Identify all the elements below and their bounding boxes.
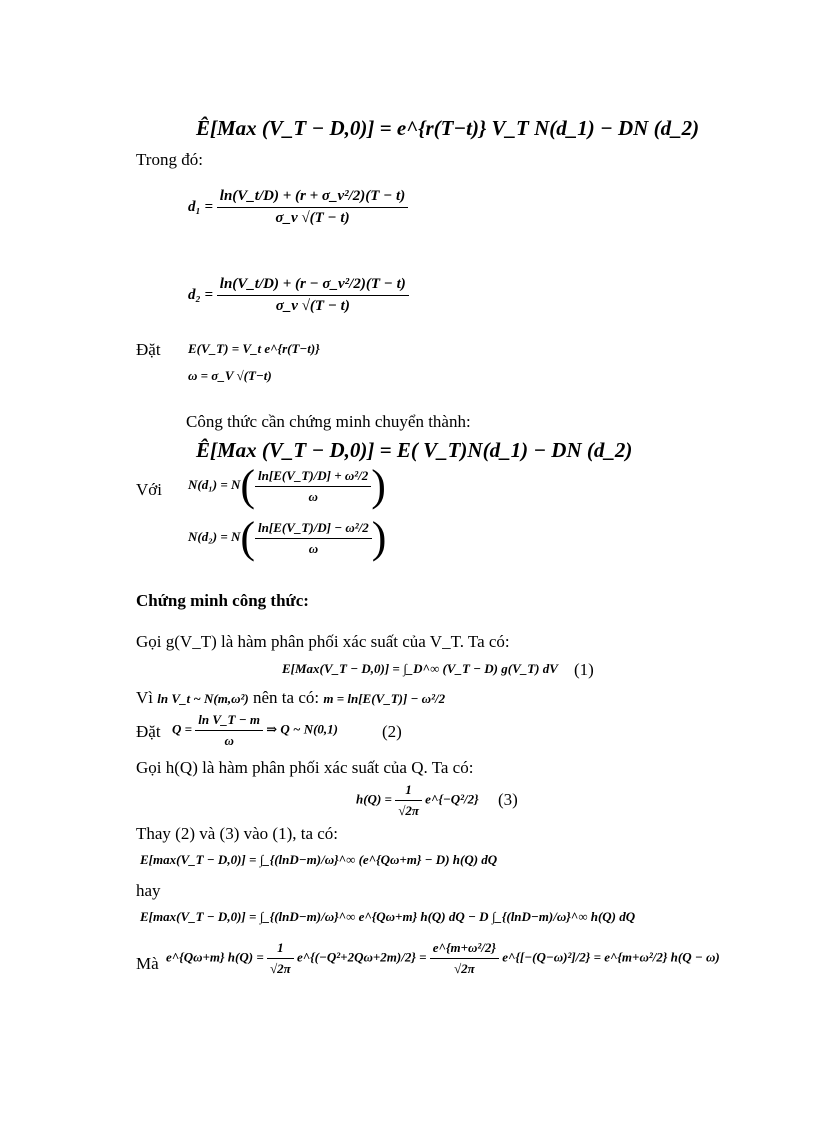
ma-frac2-numerator: e^{m+ω²/2} — [432, 940, 496, 955]
q-definition — [172, 712, 338, 749]
hq-numerator: 1 — [405, 782, 412, 797]
ma-equals: = — [419, 949, 427, 965]
d1-lhs: d₁ = — [188, 198, 214, 215]
section-heading: Chứng minh công thức: — [136, 591, 309, 610]
nd1-numerator: ln[E(V_T)/D] + ω²/2 — [258, 467, 369, 483]
voi-label: Với — [136, 480, 162, 499]
ma-rhs: = e^{m+ω²/2} h(Q − ω) — [593, 949, 720, 965]
ma-frac1-numerator: 1 — [277, 940, 284, 955]
ma-lhs: e^{Qω+m} h(Q) = — [166, 949, 264, 965]
dat-eq-omega: ω = σ_V √(T−t) — [188, 368, 272, 383]
equation-6 — [166, 940, 720, 977]
d1-numerator: ln(V_t/D) + (r + σ_v²/2)(T − t) — [219, 188, 406, 204]
dat-eq-expectation: E(V_T) = V_t e^{r(T−t)} — [188, 341, 320, 356]
d2-denominator: σ_v √(T − t) — [217, 295, 409, 315]
q-rhs: ⇒ Q ~ N(0,1) — [266, 721, 338, 737]
d1-formula — [188, 188, 408, 227]
equation-2: Ê[Max (V_T − D,0)] = E( V_T)N(d_1) − DN (d_2) — [196, 438, 633, 462]
equation-1: E[Max(V_T − D,0)] = ∫_D^∞ (V_T − D) g(V_T) dV — [282, 661, 558, 676]
main-equation: Ê[Max (V_T − D,0)] = e^{r(T−t)} V_T N(d_1) − DN (d_2) — [196, 116, 700, 140]
ma-exp1: e^{(−Q²+2Qω+2m)/2} — [296, 949, 416, 965]
q-denominator: ω — [195, 730, 263, 749]
equation-3 — [356, 782, 479, 819]
hay-text: hay — [136, 881, 161, 900]
vi-result: m = ln[E(V_T)] − ω²/2 — [323, 691, 446, 706]
equation-2-tag: (2) — [382, 722, 402, 741]
nd2-formula: N(d₂) = N( $\frac{\text{ln[E(V\_T)/D] − ω²/2}}{\omega}$ ) — [188, 513, 387, 562]
ma-exp2: e^{[−(Q−ω)²]/2} — [502, 949, 591, 965]
vi-line — [136, 688, 445, 708]
dat-label-2: Đặt — [136, 722, 161, 741]
ma-label: Mà — [136, 954, 159, 973]
equation-3-tag: (3) — [498, 790, 518, 809]
cong-thuc-text: Công thức cần chứng minh chuyển thành: — [186, 412, 471, 431]
trong-do-label: Trong đó: — [136, 150, 203, 169]
equation-1-tag: (1) — [574, 660, 594, 679]
ma-frac1-denominator: √2π — [267, 958, 294, 977]
nd1-formula: N(d₁) = N( $\frac{\text{ln[E(V\_T)/D] + ω²/2}}{\omega}$ ) — [188, 461, 386, 510]
thay-text: Thay (2) và (3) vào (1), ta có: — [136, 824, 339, 843]
goi-h-text: Gọi h(Q) là hàm phân phối xác suất của Q. Ta có: — [136, 758, 474, 777]
nd2-denominator: ω — [255, 538, 372, 557]
equation-5: E[max(V_T − D,0)] = ∫_{(lnD−m)/ω}^∞ e^{Qω+m} h(Q) dQ − D ∫_{(lnD−m)/ω}^∞ h(Q) dQ — [140, 909, 636, 924]
vi-mid: nên ta có: — [253, 688, 320, 707]
hq-rhs: e^{−Q²/2} — [425, 791, 479, 807]
nd2-lhs: N(d₂) = N — [188, 528, 241, 544]
vi-prefix: Vì — [136, 688, 153, 707]
d1-denominator: σ_v √(T − t) — [217, 207, 408, 227]
d2-lhs: d₂ = — [188, 286, 214, 303]
goi-g-text: Gọi g(V_T) là hàm phân phối xác suất của V_T. Ta có: — [136, 632, 510, 651]
hq-denominator: √2π — [395, 800, 422, 819]
q-lhs: Q = — [172, 721, 193, 737]
nd1-lhs: N(d₁) = N — [188, 476, 241, 492]
hq-lhs: h(Q) = — [356, 791, 392, 807]
q-numerator: ln V_T − m — [198, 712, 260, 727]
ma-frac2-denominator: √2π — [430, 958, 499, 977]
d2-numerator: ln(V_t/D) + (r − σ_v²/2)(T − t) — [219, 276, 406, 292]
nd1-denominator: ω — [255, 486, 371, 505]
nd2-numerator: ln[E(V_T)/D] − ω²/2 — [258, 519, 369, 535]
equation-4: E[max(V_T − D,0)] = ∫_{(lnD−m)/ω}^∞ (e^{Qω+m} − D) h(Q) dQ — [140, 852, 498, 867]
vi-condition: ln V_t ~ N(m,ω²) — [157, 691, 249, 706]
d2-formula — [188, 276, 409, 315]
dat-label-1: Đặt — [136, 340, 161, 359]
